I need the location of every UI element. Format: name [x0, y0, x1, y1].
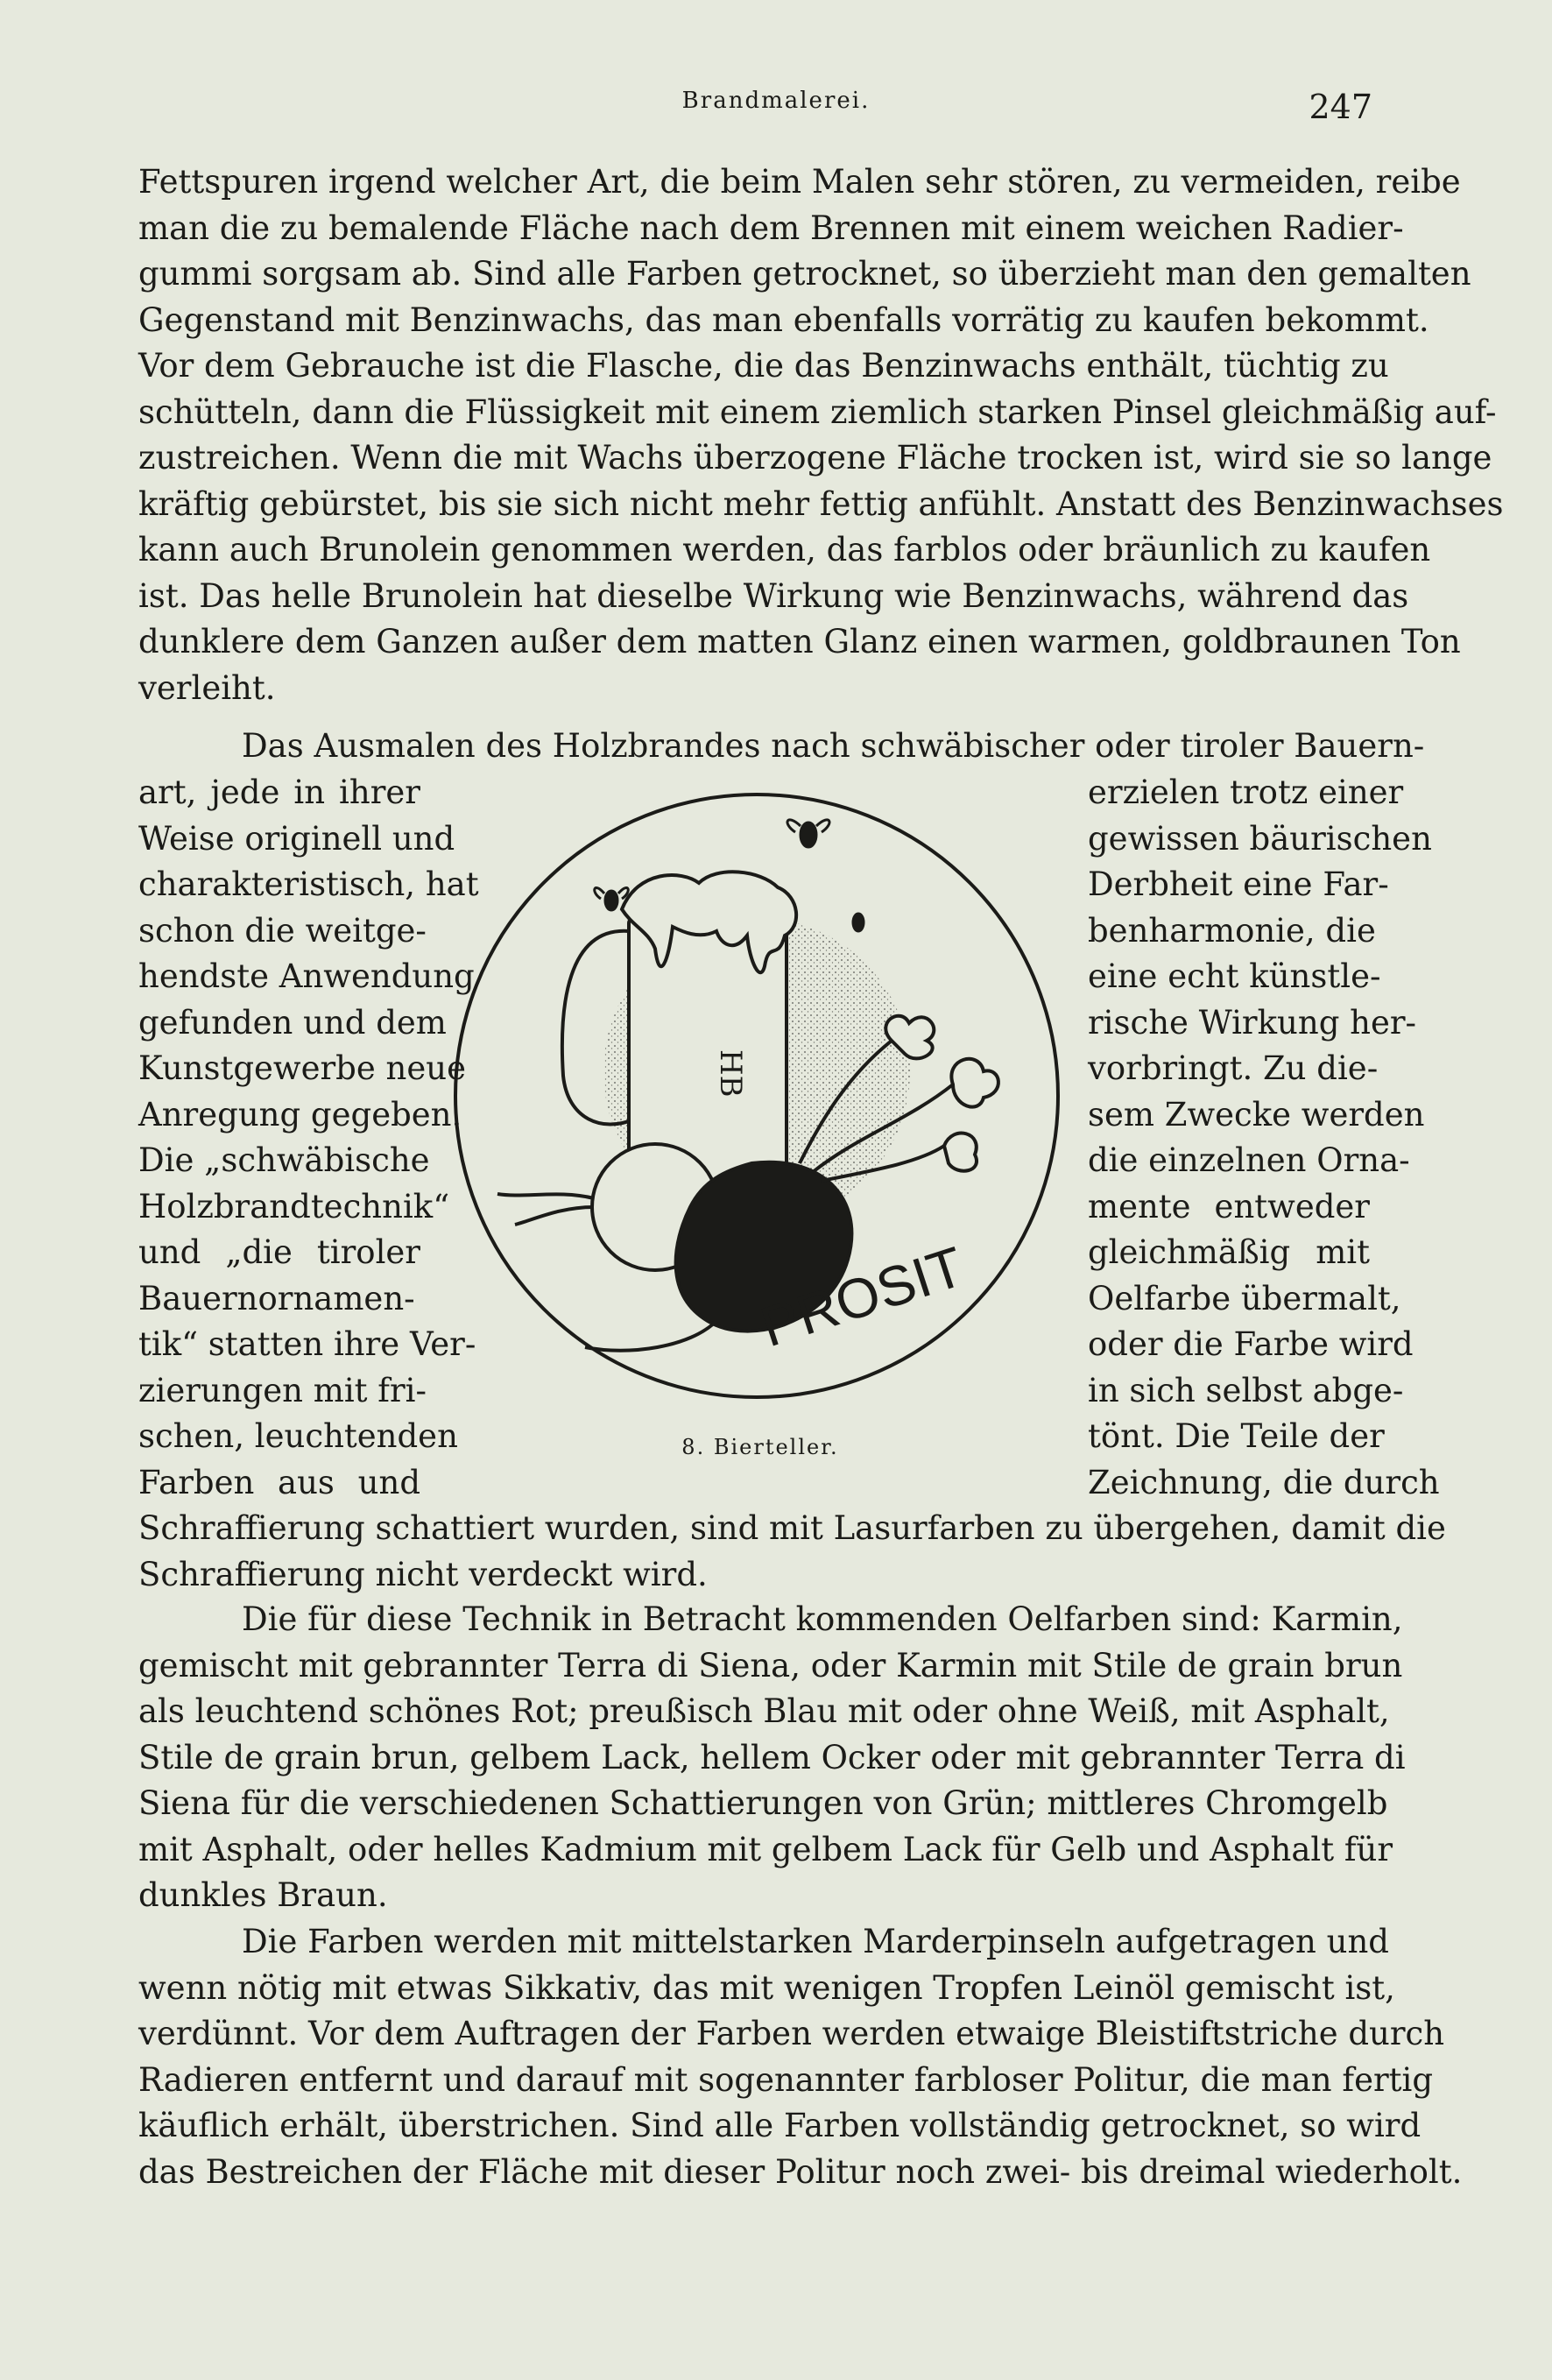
- text-line: gemischt mit gebrannter Terra di Siena, oder Karmin mit Stile de grain brun: [138, 1646, 1403, 1684]
- text-line: Anregung gegeben.: [138, 1095, 462, 1134]
- text-line: schon die weitge-: [138, 911, 427, 950]
- text-line: Radieren entfernt und darauf mit sogenannter farbloser Politur, die man fertig: [138, 2060, 1434, 2099]
- paragraph-2-lead: [138, 724, 1425, 770]
- text-line: Siena für die verschiedenen Schattierungen von Grün; mittleres Chromgelb: [138, 1784, 1388, 1822]
- paragraph-2-right-column: [1088, 770, 1440, 1506]
- text-line: gummi sorgsam ab. Sind alle Farben getrocknet, so überzieht man den gemalten: [138, 255, 1471, 293]
- paragraph-4: [138, 1919, 1463, 2195]
- text-line: Holzbrandtechnik“: [138, 1187, 450, 1225]
- paragraph-2-tail: [138, 1506, 1446, 1598]
- text-line: mit Asphalt, oder helles Kadmium mit gelbem Lack für Gelb und Asphalt für: [138, 1830, 1393, 1868]
- text-line: kann auch Brunolein genommen werden, das farblos oder bräunlich zu kaufen: [138, 531, 1431, 569]
- text-line: art, jede in ihrer: [138, 773, 420, 811]
- text-line: erzielen trotz einer: [1088, 773, 1404, 811]
- text-line: käuflich erhält, überstrichen. Sind alle Farben vollständig getrocknet, so wird: [138, 2107, 1421, 2144]
- text-line: wenn nötig mit etwas Sikkativ, das mit wenigen Tropfen Leinöl gemischt ist,: [138, 1968, 1395, 2007]
- text-line: dunkles Braun.: [138, 1876, 388, 1914]
- text-line: rische Wirkung her-: [1088, 1003, 1417, 1042]
- paragraph-2-left-column: [138, 770, 479, 1506]
- text-line: charakteristisch, hat: [138, 865, 479, 903]
- text-line: tönt. Die Teile der: [1088, 1417, 1385, 1455]
- text-line: oder die Farbe wird: [1088, 1325, 1414, 1363]
- running-head: Brandmalerei.: [681, 88, 871, 114]
- text-line: Bauernornamen-: [138, 1279, 415, 1317]
- text-line: sem Zwecke werden: [1088, 1095, 1425, 1134]
- text-line: dunklere dem Ganzen außer dem matten Glanz einen warmen, goldbraunen Ton: [138, 623, 1461, 660]
- text-line: Schraffierung schattiert wurden, sind mit Lasurfarben zu übergehen, damit die: [138, 1509, 1446, 1547]
- plate-inscription: PROSIT: [753, 1234, 971, 1359]
- text-line: Schraffierung nicht verdeckt wird.: [138, 1555, 708, 1593]
- mug-monogram: HB: [713, 1049, 748, 1098]
- text-line: Zeichnung, die durch: [1088, 1463, 1440, 1501]
- text-line: benharmonie, die: [1088, 911, 1376, 950]
- text-line: verleiht.: [138, 668, 276, 707]
- text-line: verdünnt. Vor dem Auftragen der Farben werden etwaige Bleistiftstriche durch: [138, 2015, 1445, 2052]
- page-number: 247: [1309, 88, 1372, 126]
- text-line: Farben aus und: [138, 1463, 420, 1501]
- text-line: man die zu bemalende Fläche nach dem Brennen mit einem weichen Radier-: [138, 208, 1404, 247]
- text-line: Die Farben werden mit mittelstarken Marderpinseln aufgetragen und: [242, 1923, 1389, 1960]
- figure-caption: 8. Bierteller.: [681, 1435, 839, 1459]
- paragraph-3: [138, 1597, 1406, 1919]
- text-line: und „die tiroler: [138, 1233, 420, 1271]
- text-line: tik“ statten ihre Ver-: [138, 1325, 476, 1363]
- text-line: Das Ausmalen des Holzbrandes nach schwäbischer oder tiroler Bauern-: [242, 727, 1425, 765]
- text-line: vorbringt. Zu die-: [1088, 1049, 1379, 1087]
- text-line: Die „schwäbische: [138, 1141, 430, 1179]
- beer-mug-icon: [562, 872, 796, 1181]
- text-line: eine echt künstle-: [1088, 957, 1381, 995]
- text-line: das Bestreichen der Fläche mit dieser Politur noch zwei- bis dreimal wiederholt.: [138, 2152, 1463, 2191]
- text-line: Stile de grain brun, gelbem Lack, hellem Ocker oder mit gebrannter Terra di: [138, 1738, 1406, 1776]
- text-line: als leuchtend schönes Rot; preußisch Blau mit oder ohne Weiß, mit Asphalt,: [138, 1692, 1390, 1730]
- text-line: in sich selbst abge-: [1088, 1371, 1404, 1409]
- text-line: Vor dem Gebrauche ist die Flasche, die das Benzinwachs enthält, tüchtig zu: [138, 347, 1389, 385]
- text-line: kräftig gebürstet, bis sie sich nicht mehr fettig anfühlt. Anstatt des Benzinwachses: [138, 484, 1504, 523]
- text-line: schütteln, dann die Flüssigkeit mit einem ziemlich starken Pinsel gleichmäßig auf-: [138, 392, 1497, 431]
- text-line: Derbheit eine Far-: [1088, 865, 1389, 903]
- text-line: zustreichen. Wenn die mit Wachs überzogene Fläche trocken ist, wird sie so lange: [138, 439, 1492, 477]
- text-line: gewissen bäurischen: [1088, 819, 1432, 858]
- paragraph-1: [138, 159, 1504, 711]
- text-line: Weise originell und: [138, 819, 455, 858]
- figure-beer-plate: [454, 787, 1067, 1470]
- text-line: hendste Anwendung: [138, 957, 475, 995]
- text-line: Oelfarbe übermalt,: [1088, 1279, 1401, 1317]
- text-line: Fettspuren irgend welcher Art, die beim Malen sehr stören, zu vermeiden, reibe: [138, 163, 1461, 201]
- beer-plate-illustration: [454, 787, 1067, 1417]
- text-line: schen, leuchtenden: [138, 1417, 458, 1455]
- text-line: gleichmäßig mit: [1088, 1233, 1370, 1271]
- text-line: ist. Das helle Brunolein hat dieselbe Wirkung wie Benzinwachs, während das: [138, 576, 1409, 615]
- text-line: zierungen mit fri-: [138, 1371, 427, 1409]
- text-line: gefunden und dem: [138, 1003, 447, 1042]
- text-line: Kunstgewerbe neue: [138, 1049, 466, 1087]
- text-line: Gegenstand mit Benzinwachs, das man ebenfalls vorrätig zu kaufen bekommt.: [138, 300, 1429, 339]
- text-line: die einzelnen Orna-: [1088, 1141, 1410, 1179]
- text-line: Die für diese Technik in Betracht kommenden Oelfarben sind: Karmin,: [242, 1600, 1403, 1638]
- text-line: mente entweder: [1088, 1187, 1370, 1225]
